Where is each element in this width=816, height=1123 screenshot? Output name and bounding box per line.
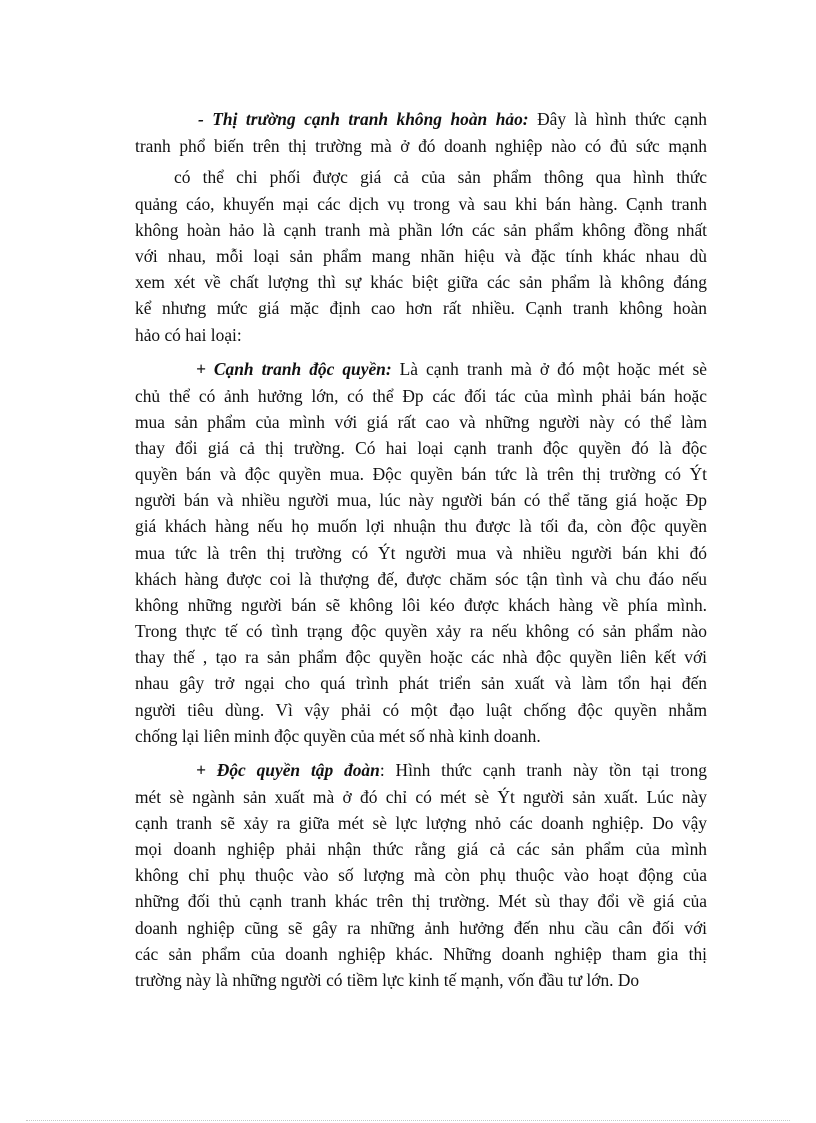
paragraph-line: quảng cáo, khuyến mại các dịch vụ trong và sau khi bán hàng. Cạnh tranh: [135, 194, 707, 214]
paragraph-monopolistic-competition-line-1: + Cạnh tranh độc quyền: Là cạnh tranh mà ở đó một hoặc mét sè: [196, 359, 707, 379]
paragraph-line: với nhau, mỗi loại sản phẩm mang nhãn hiệu và đặc tính khác nhau dù: [135, 246, 707, 266]
paragraph-line: không hoàn hảo là cạnh tranh mà phần lớn các sản phẩm không đồng nhất: [135, 220, 707, 240]
paragraph-line: kể nhưng mức giá mặc định cao hơn rất nhiều. Cạnh tranh không hoàn: [135, 298, 707, 318]
paragraph-line: trường này là những người có tiềm lực kinh tế mạnh, vốn đầu tư lớn. Do: [135, 970, 640, 990]
paragraph-line: giá khách hàng nếu họ muốn lợi nhuận thu được là tối đa, còn độc quyền: [135, 516, 707, 536]
paragraph-line: nhau gây trở ngại cho quá trình phát triển sản xuất và làm tổn hại đến: [135, 673, 707, 693]
paragraph-line: khách hàng được coi là thượng đế, được chăm sóc tận tình và chu đáo nếu: [135, 569, 707, 589]
paragraph-line: Trong thực tế có tình trạng độc quyền xảy ra nếu không có sản phẩm nào: [135, 621, 707, 641]
paragraph-line: chủ thể có ảnh hưởng lớn, có thể Ðp các đối tác của mình phải bán hoặc: [135, 386, 707, 406]
page-bottom-divider: [26, 1120, 790, 1121]
paragraph-imperfect-competition-line-1: - Thị trường cạnh tranh không hoàn hảo: Đây là hình thức cạnh: [198, 109, 708, 129]
paragraph-line: có thể chi phối được giá cả của sản phẩm thông qua hình thức: [174, 167, 707, 187]
paragraph-line: xem xét về chất lượng thì sự khác biệt giữa các sản phẩm là không đáng: [135, 272, 707, 292]
paragraph-line: mua tức là trên thị trường có Ýt người mua và nhiều người bán khi đó: [135, 543, 707, 563]
paragraph-line: những đối thủ cạnh tranh khác trên thị trường. Mét sù thay đổi về giá của: [135, 891, 707, 911]
paragraph-oligopoly-line-1: + Độc quyền tập đoàn: Hình thức cạnh tranh này tồn tại trong: [196, 760, 707, 780]
paragraph-line: mét sè ngành sản xuất mà ở đó chỉ có mét sè Ýt người sản xuất. Lúc này: [135, 787, 707, 807]
paragraph-line: tranh phổ biến trên thị trường mà ở đó doanh nghiệp nào có đủ sức mạnh: [135, 136, 707, 156]
paragraph-line: thay đổi giá cả thị trường. Có hai loại cạnh tranh độc quyền đó là độc: [135, 438, 707, 458]
paragraph-line: các sản phẩm của doanh nghiệp khác. Những doanh nghiệp tham gia thị: [135, 944, 707, 964]
paragraph-line: thay thế , tạo ra sản phẩm độc quyền hoặc các nhà độc quyền liên kết với: [135, 647, 707, 667]
paragraph-line: mua sản phẩm của mình với giá rất cao và những người này có thể làm: [135, 412, 707, 432]
term-monopolistic-competition: + Cạnh tranh độc quyền:: [196, 359, 392, 379]
paragraph-line: không chỉ phụ thuộc vào số lượng mà còn phụ thuộc vào hoạt động của: [135, 865, 707, 885]
paragraph-line: cạnh tranh sẽ xảy ra giữa mét sè lực lượng nhỏ các doanh nghiệp. Do vậy: [135, 813, 707, 833]
paragraph-line: hảo có hai loại:: [135, 325, 242, 345]
paragraph-line: không những người bán sẽ không lôi kéo được khách hàng về phía mình.: [135, 595, 707, 615]
paragraph-line: người bán và nhiều người mua, lúc này người bán có thể tăng giá hoặc Ðp: [135, 490, 707, 510]
term-oligopoly: + Độc quyền tập đoàn: [196, 760, 380, 780]
paragraph-line: doanh nghiệp cũng sẽ gây ra những ảnh hưởng đến nhu cầu cân đối với: [135, 918, 707, 938]
term-imperfect-competition: - Thị trường cạnh tranh không hoàn hảo:: [198, 109, 529, 129]
paragraph-line: người tiêu dùng. Vì vậy phải có một đạo luật chống độc quyền nhằm: [135, 700, 707, 720]
paragraph-line: quyền bán và độc quyền mua. Độc quyền bán tức là trên thị trường có Ýt: [135, 464, 707, 484]
paragraph-line: chống lại liên minh độc quyền của mét số nhà kinh doanh.: [135, 726, 541, 746]
paragraph-line: mọi doanh nghiệp phải nhận thức rằng giá cả các sản phẩm của mình: [135, 839, 707, 859]
